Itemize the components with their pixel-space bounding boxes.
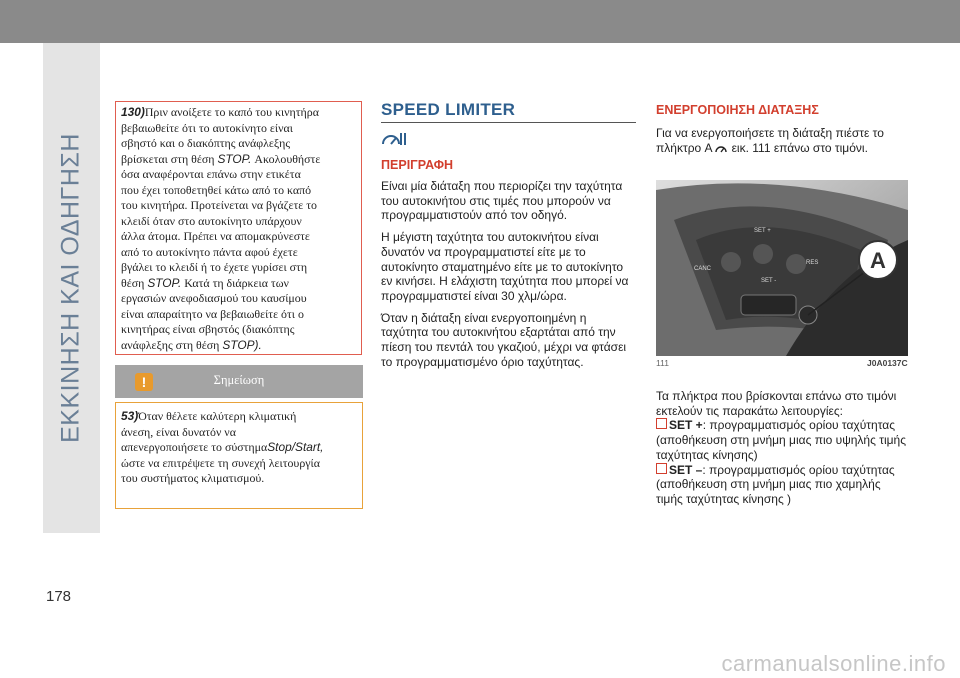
- steering-wheel-figure: [656, 180, 908, 356]
- note-number: 53): [121, 409, 139, 423]
- list-item-text: : προγραμματισμός ορίου ταχύτητας (αποθήκευση στη μνήμη μιας πιο χαμηλής τιμής ταχύτητας κίνησης ): [656, 462, 895, 506]
- warning-line: κλειδί όταν στο αυτοκίνητο υπάρχουν: [121, 213, 302, 228]
- warning-line: όσα αναφέρονται επάνω στην ετικέτα: [121, 167, 301, 181]
- warning-line: κινητήρας είναι σβηστός (διακόπτης: [121, 322, 295, 336]
- button-label: CANC: [694, 266, 712, 272]
- warning-line: σβηστό και ο διακόπτης ανάφλεξης: [121, 136, 291, 150]
- note-line: απενεργοποιήσετε το σύστημα: [121, 440, 268, 454]
- top-band: [0, 0, 960, 43]
- note-icon-symbol: !: [141, 374, 147, 390]
- warning-line: Ακολουθήστε: [254, 151, 321, 166]
- paragraph: Όταν η διάταξη είναι ενεργοποιημένη η ταχύτητα του αυτοκινήτου εξαρτάται από την πίεση του πεντάλ του γκαζιού, μέχρι να φτάσει το προγραμματισμένο όριο ταχύτητας.: [381, 310, 627, 369]
- checkbox-bullet-icon: [656, 463, 667, 474]
- figure-number: 111: [656, 358, 669, 368]
- warning-line: βεβαιωθείτε ότι το αυτοκίνητο είναι: [121, 120, 293, 135]
- activation-text: εικ. 111 επάνω στο τιμόνι.: [731, 140, 868, 155]
- warning-line: βρίσκεται στη θέση: [121, 151, 215, 166]
- figure-code: J0A0137C: [867, 358, 908, 368]
- speed-limiter-icon: [381, 131, 636, 149]
- set-plus-key: SET +: [669, 418, 703, 433]
- button-label: SET +: [754, 228, 771, 234]
- callout-a: A: [870, 248, 886, 273]
- warning-line: εργασιών ανεφοδιασμού του καυσίμου: [121, 291, 307, 305]
- speed-limiter-title: SPEED LIMITER: [381, 100, 516, 119]
- activation-text: Για να ενεργοποιήσετε τη διάταξη πιέστε το πλήκτρο A: [656, 126, 884, 155]
- title-rule: [381, 122, 636, 123]
- warning-line: Πριν ανοίξετε το καπό του κινητήρα: [144, 105, 319, 119]
- warning-line: που έχει τοποθετηθεί κάτω από το καπό: [121, 182, 312, 197]
- paragraph: Η μέγιστη ταχύτητα του αυτοκινήτου είναι δυνατόν να προγραμματιστεί είτε με το αυτοκίνητο σταματημένο είτε με το αυτοκίνητο εν κινήσει. Η ελάχιστη ταχύτητα που μπορεί να προγραμματιστεί είναι 30 χλμ/ώρα.: [381, 230, 629, 303]
- list-item-text: : προγραμματισμός ορίου ταχύτητας (αποθήκευση στη μνήμη μιας πιο υψηλής τιμής ταχύτητας κίνησης): [656, 418, 907, 462]
- warning-line: του κινητήρα. Προτείνεται να βγάζετε το: [121, 198, 317, 212]
- warning-box: [115, 101, 362, 355]
- checkbox-bullet-icon: [656, 418, 667, 429]
- activation-section: [656, 100, 910, 155]
- warning-line: Κατά τη διάρκεια των: [184, 275, 289, 290]
- note-line: Όταν θέλετε καλύτερη κλιματική: [138, 409, 297, 423]
- description-heading: ΠΕΡΙΓΡΑΦΗ: [381, 158, 454, 172]
- button-label: SET -: [761, 278, 777, 284]
- warning-number: 130): [121, 105, 145, 119]
- note-header-bar: [115, 365, 363, 398]
- speed-limiter-icon: [715, 143, 728, 153]
- watermark: carmanualsonline.info: [721, 651, 946, 676]
- speed-limiter-section: [381, 100, 636, 369]
- note-line: του συστήματος κλιματισμού.: [121, 471, 265, 485]
- note-label: Σημείωση: [213, 373, 265, 387]
- warning-line: από το αυτοκίνητο πάντα αφού έχετε: [121, 244, 298, 259]
- button-function-list: [656, 389, 910, 507]
- button-label: RES: [806, 260, 819, 266]
- note-line: άνεση, είναι δυνατόν να: [121, 424, 236, 439]
- warning-line: θέση: [121, 275, 145, 290]
- set-minus-key: SET –: [669, 462, 703, 477]
- activation-paragraph: [656, 126, 910, 155]
- list-item: [656, 418, 910, 462]
- note-line: ώστε να επιτρέψετε τη συνεχή λειτουργία: [121, 455, 320, 470]
- stop-term: STOP.: [147, 275, 182, 290]
- paragraph: Είναι μία διάταξη που περιορίζει την ταχύτητα του αυτοκινήτου στις τιμές που μπορούν να προγραμματιστούν από τον οδηγό.: [381, 179, 623, 223]
- note-box: [115, 402, 363, 509]
- activation-heading: ΕΝΕΡΓΟΠΟΙΗΣΗ ΔΙΑΤΑΞΗΣ: [656, 103, 819, 117]
- warning-line: ανάφλεξης στη θέση: [121, 337, 220, 352]
- warning-line: άλλα άτομα. Πρέπει να απομακρύνεστε: [121, 229, 310, 243]
- stop-term: STOP).: [222, 337, 262, 352]
- warning-line: είναι απαραίτητο να βεβαιωθείτε ότι ο: [121, 306, 304, 321]
- stop-term: STOP.: [217, 151, 252, 166]
- section-side-title: ΕΚΚΙΝΗΣΗ ΚΑΙ ΟΔΗΓΗΣΗ: [56, 133, 85, 443]
- list-intro: Τα πλήκτρα που βρίσκονται επάνω στο τιμόνι εκτελούν τις παρακάτω λειτουργίες:: [656, 389, 897, 418]
- page-number: 178: [46, 588, 72, 605]
- list-item: [656, 463, 910, 507]
- warning-line: βγάλει το κλειδί ή το έχετε γυρίσει στη: [121, 260, 308, 274]
- stop-start-term: Stop/Start,: [267, 440, 324, 454]
